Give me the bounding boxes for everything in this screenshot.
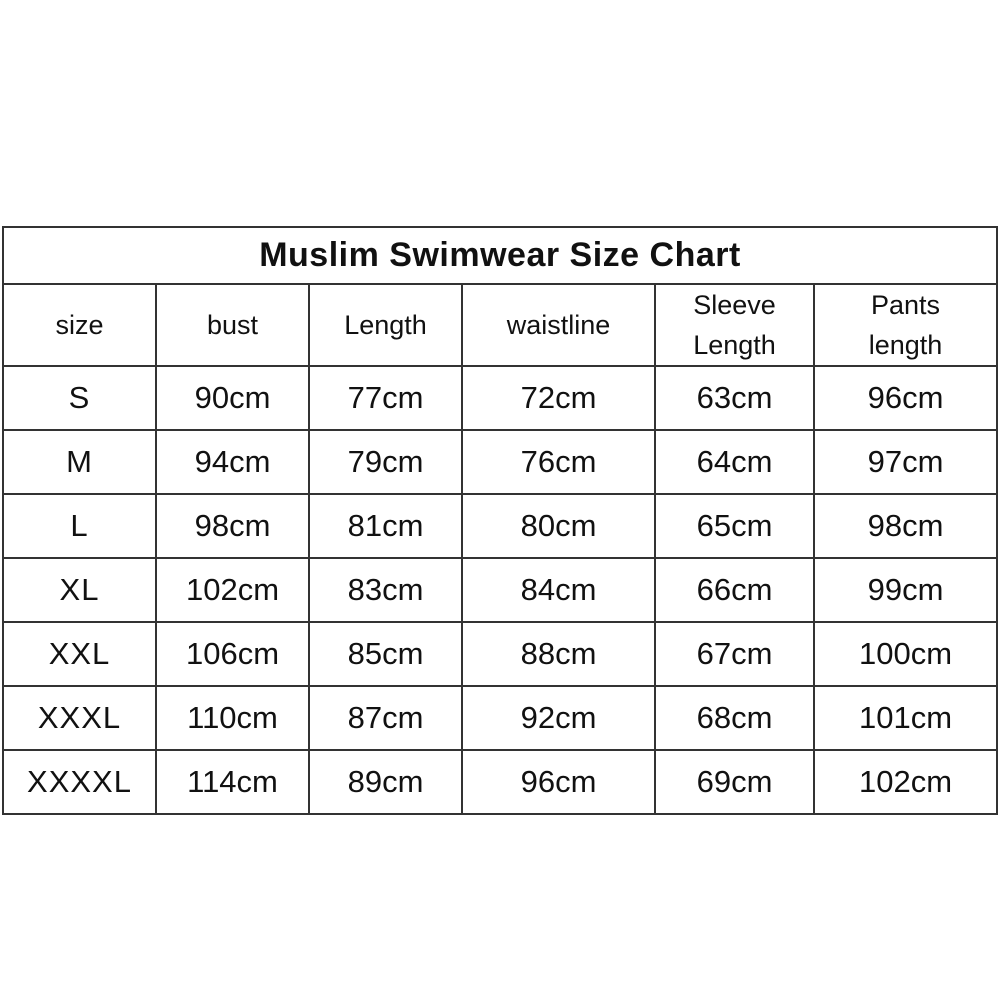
size-cell: L bbox=[3, 494, 156, 558]
length-cell: 83cm bbox=[309, 558, 462, 622]
waistline-cell: 92cm bbox=[462, 686, 655, 750]
length-cell: 85cm bbox=[309, 622, 462, 686]
pants-length-cell: 97cm bbox=[814, 430, 997, 494]
header-length: Length bbox=[309, 284, 462, 366]
sleeve-length-cell: 65cm bbox=[655, 494, 814, 558]
header-bust: bust bbox=[156, 284, 309, 366]
size-cell: XL bbox=[3, 558, 156, 622]
waistline-cell: 84cm bbox=[462, 558, 655, 622]
header-size: size bbox=[3, 284, 156, 366]
bust-cell: 114cm bbox=[156, 750, 309, 814]
table-row-xxxl bbox=[3, 686, 997, 750]
bust-cell: 90cm bbox=[156, 366, 309, 430]
pants-length-cell: 101cm bbox=[814, 686, 997, 750]
pants-length-cell: 102cm bbox=[814, 750, 997, 814]
bust-cell: 110cm bbox=[156, 686, 309, 750]
length-cell: 81cm bbox=[309, 494, 462, 558]
pants-length-cell: 98cm bbox=[814, 494, 997, 558]
header-row bbox=[3, 284, 997, 366]
pants-length-cell: 96cm bbox=[814, 366, 997, 430]
bust-cell: 94cm bbox=[156, 430, 309, 494]
sleeve-length-cell: 66cm bbox=[655, 558, 814, 622]
sleeve-length-cell: 63cm bbox=[655, 366, 814, 430]
waistline-cell: 76cm bbox=[462, 430, 655, 494]
sleeve-length-cell: 68cm bbox=[655, 686, 814, 750]
bust-cell: 106cm bbox=[156, 622, 309, 686]
waistline-cell: 72cm bbox=[462, 366, 655, 430]
table-row-s bbox=[3, 366, 997, 430]
bust-cell: 98cm bbox=[156, 494, 309, 558]
table-row-xxxxl bbox=[3, 750, 997, 814]
waistline-cell: 88cm bbox=[462, 622, 655, 686]
title-row bbox=[3, 227, 997, 284]
length-cell: 79cm bbox=[309, 430, 462, 494]
sleeve-length-cell: 64cm bbox=[655, 430, 814, 494]
header-sleeve-length: Sleeve Length bbox=[655, 284, 814, 366]
table-row-xxl bbox=[3, 622, 997, 686]
length-cell: 87cm bbox=[309, 686, 462, 750]
size-cell: XXXL bbox=[3, 686, 156, 750]
pants-length-cell: 99cm bbox=[814, 558, 997, 622]
size-cell: XXXXL bbox=[3, 750, 156, 814]
length-cell: 77cm bbox=[309, 366, 462, 430]
header-waistline: waistline bbox=[462, 284, 655, 366]
length-cell: 89cm bbox=[309, 750, 462, 814]
sleeve-length-cell: 69cm bbox=[655, 750, 814, 814]
waistline-cell: 80cm bbox=[462, 494, 655, 558]
waistline-cell: 96cm bbox=[462, 750, 655, 814]
header-pants-length: Pants length bbox=[814, 284, 997, 366]
size-chart-table bbox=[2, 226, 998, 815]
chart-title: Muslim Swimwear Size Chart bbox=[3, 227, 997, 284]
size-cell: M bbox=[3, 430, 156, 494]
size-cell: S bbox=[3, 366, 156, 430]
table-row-m bbox=[3, 430, 997, 494]
sleeve-length-cell: 67cm bbox=[655, 622, 814, 686]
pants-length-cell: 100cm bbox=[814, 622, 997, 686]
table-row-xl bbox=[3, 558, 997, 622]
table-row-l bbox=[3, 494, 997, 558]
size-cell: XXL bbox=[3, 622, 156, 686]
bust-cell: 102cm bbox=[156, 558, 309, 622]
